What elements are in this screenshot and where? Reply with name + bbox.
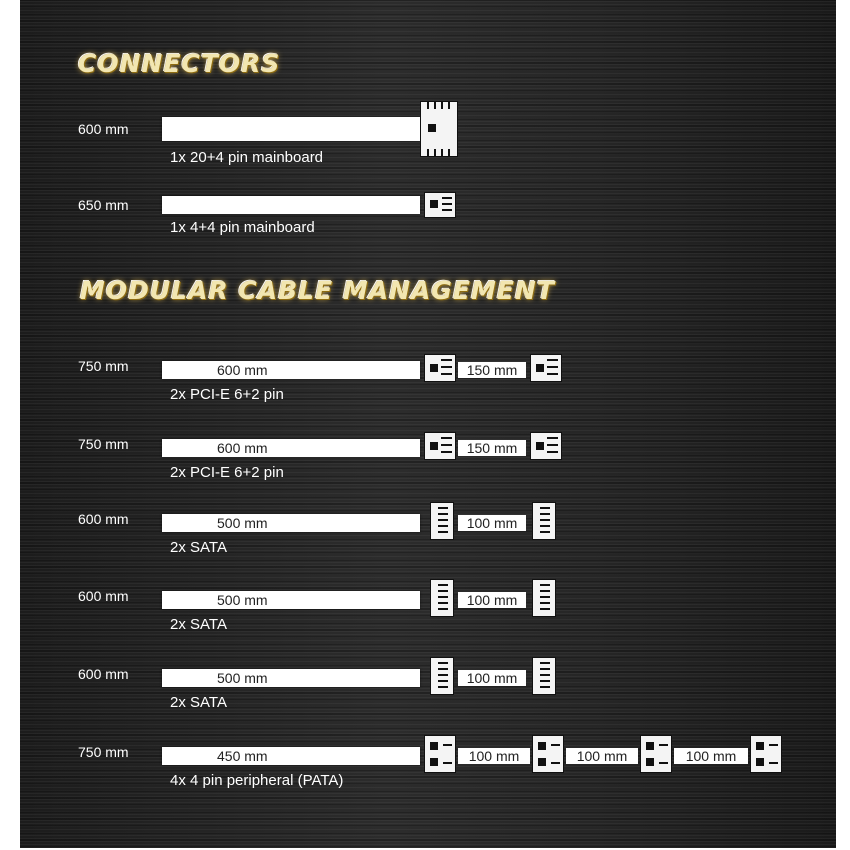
cable-row-mainboard-8pin [0,196,850,246]
cable-length: 750 mm [78,358,129,374]
cable-row-peripheral [0,743,850,793]
pcie-connector-icon [530,354,562,382]
segment-length: 100 mm [674,748,748,764]
cable-bar [162,196,420,214]
segment-length: 450 mm [217,748,268,764]
segment-length: 100 mm [458,515,526,531]
cable-description: 1x 4+4 pin mainboard [170,219,315,236]
cable-row-sata-1 [0,510,850,560]
molex-connector-icon [750,735,782,773]
sata-connector-icon [532,657,556,695]
sata-connector-icon [532,579,556,617]
cable-length: 650 mm [78,197,129,213]
segment-length: 500 mm [217,592,268,608]
sata-connector-icon [430,579,454,617]
cable-description: 4x 4 pin peripheral (PATA) [170,772,344,789]
eps-8pin-connector-icon [424,192,456,218]
molex-connector-icon [424,735,456,773]
pcie-connector-icon [424,354,456,382]
sata-connector-icon [532,502,556,540]
cable-length: 600 mm [78,588,129,604]
cable-description: 2x SATA [170,616,227,633]
connectors-heading: CONNECTORS [78,49,281,78]
sata-connector-icon [430,657,454,695]
cable-description: 1x 20+4 pin mainboard [170,149,324,166]
segment-length: 500 mm [217,670,268,686]
cable-length: 600 mm [78,511,129,527]
cable-bar [162,361,420,379]
segment-length: 600 mm [217,440,268,456]
modular-cable-heading: MODULAR CABLE MANAGEMENT [80,276,555,305]
cable-row-pcie-2 [0,435,850,485]
cable-length: 600 mm [78,666,129,682]
cable-description: 2x SATA [170,539,227,556]
cable-row-pcie-1 [0,357,850,407]
segment-length: 100 mm [458,748,530,764]
cable-bar [162,747,420,765]
molex-connector-icon [640,735,672,773]
segment-length: 150 mm [458,440,526,456]
cable-bar [162,117,420,141]
cable-length: 600 mm [78,121,129,137]
cable-row-mainboard-24pin [0,120,850,170]
cable-length: 750 mm [78,436,129,452]
cable-bar [162,591,420,609]
molex-connector-icon [532,735,564,773]
cable-row-sata-2 [0,587,850,637]
segment-length: 500 mm [217,515,268,531]
cable-row-sata-3 [0,665,850,715]
pcie-connector-icon [530,432,562,460]
segment-length: 100 mm [566,748,638,764]
cable-bar [162,669,420,687]
pcie-connector-icon [424,432,456,460]
cable-bar [162,514,420,532]
atx-24pin-connector-icon [420,101,458,157]
cable-description: 2x SATA [170,694,227,711]
cable-description: 2x PCI-E 6+2 pin [170,464,284,481]
segment-length: 600 mm [217,362,268,378]
segment-length: 150 mm [458,362,526,378]
cable-description: 2x PCI-E 6+2 pin [170,386,284,403]
sata-connector-icon [430,502,454,540]
segment-length: 100 mm [458,670,526,686]
cable-bar [162,439,420,457]
segment-length: 100 mm [458,592,526,608]
cable-length: 750 mm [78,744,129,760]
